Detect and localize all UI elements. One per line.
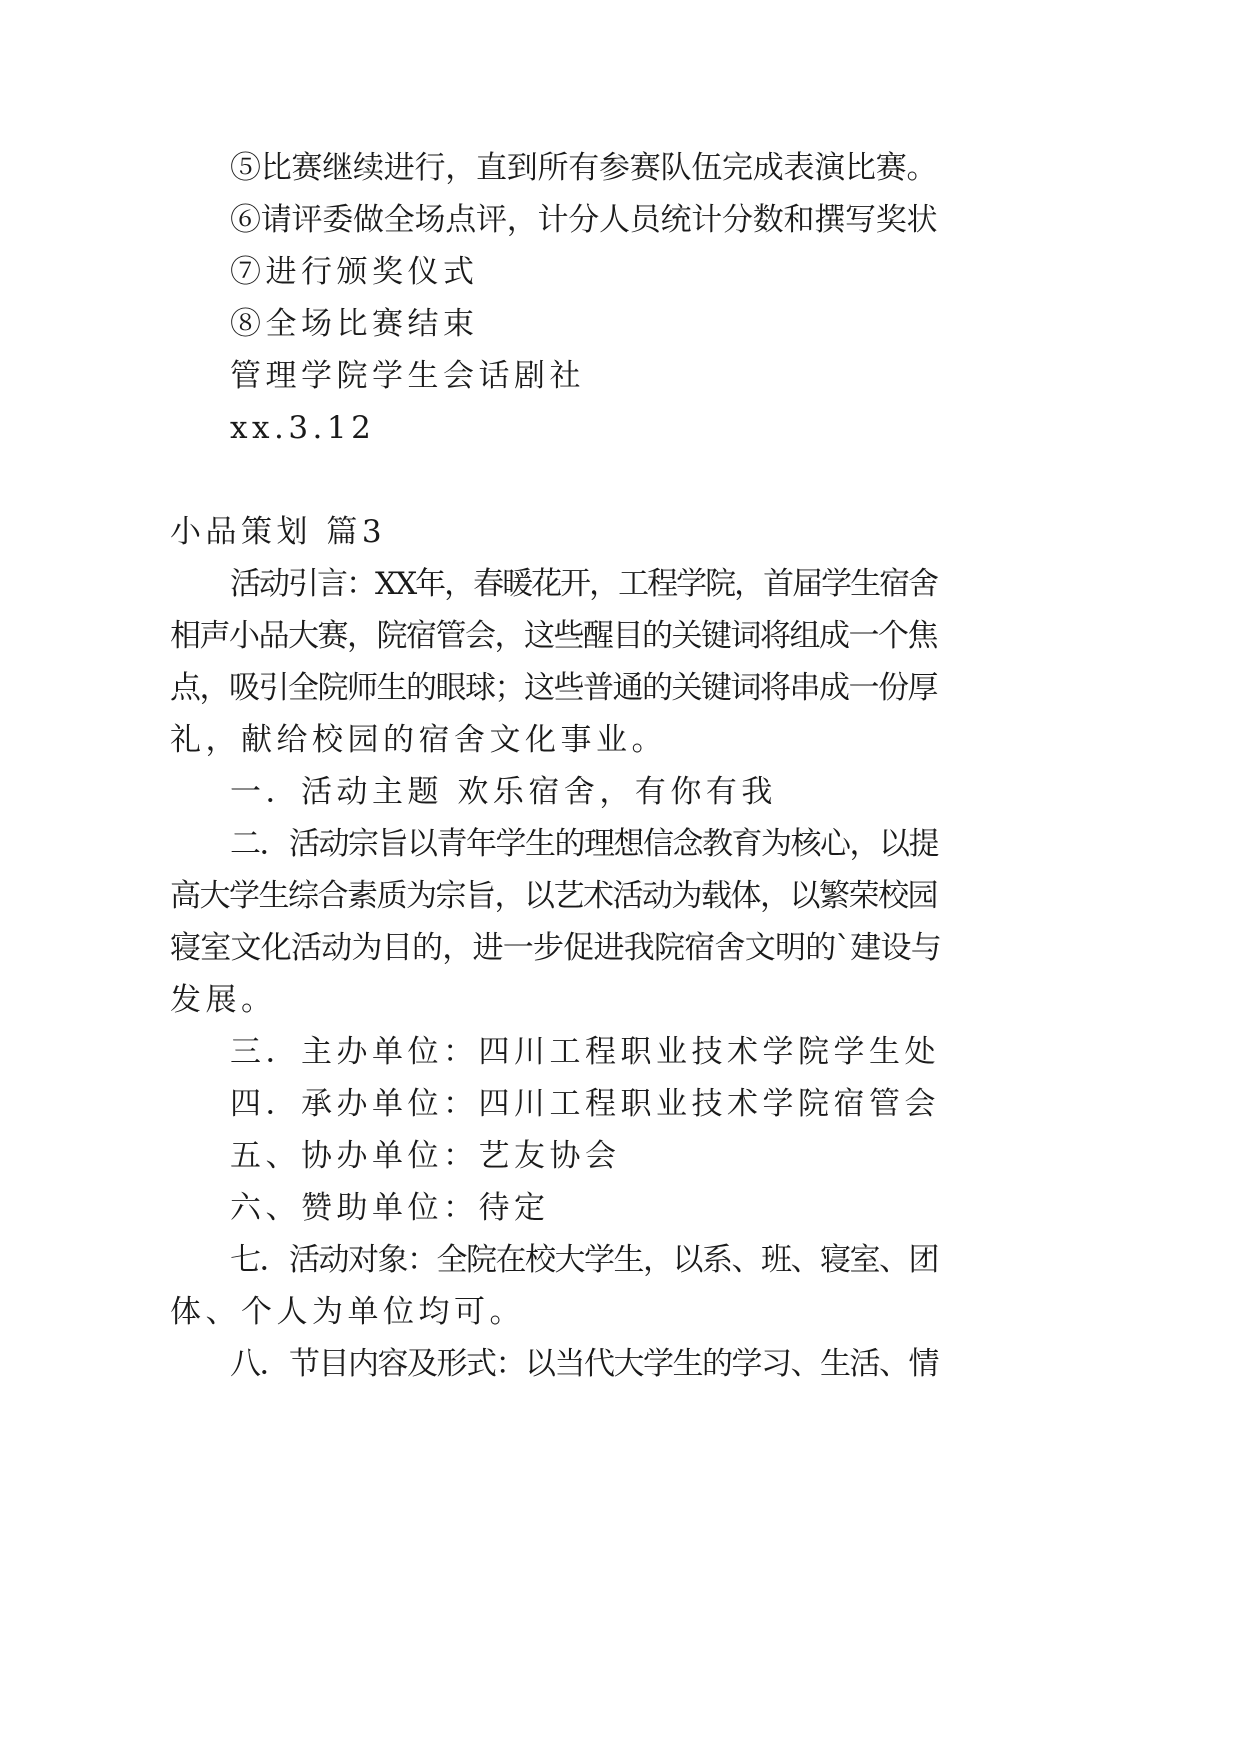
- sponsor-line: 六、赞助单位：待定: [230, 1190, 550, 1226]
- paragraph-line: 活动引言：XX年，春暖花开，工程学院，首届学生宿舍: [230, 566, 938, 602]
- paragraph-line: 八．节目内容及形式：以当代大学生的学习、生活、情: [230, 1346, 938, 1382]
- paragraph-line: 发展。: [170, 982, 277, 1018]
- paragraph-line: 二．活动宗旨以青年学生的理想信念教育为核心，以提: [230, 826, 938, 862]
- section-heading: 小品策划 篇3: [170, 514, 387, 550]
- signature-org: 管理学院学生会话剧社: [230, 358, 585, 394]
- list-item: ⑦进行颁奖仪式: [230, 254, 479, 290]
- co-organizer-line: 五、协办单位：艺友协会: [230, 1138, 621, 1174]
- paragraph-line: 相声小品大赛，院宿管会，这些醒目的关键词将组成一个焦: [170, 618, 937, 654]
- paragraph-line: 七．活动对象：全院在校大学生，以系、班、寝室、团: [230, 1242, 938, 1278]
- paragraph-line: 礼，献给校园的宿舍文化事业。: [170, 722, 667, 758]
- paragraph-line: 体、个人为单位均可。: [170, 1294, 525, 1330]
- paragraph-line: 高大学生综合素质为宗旨，以艺术活动为载体，以繁荣校园: [170, 878, 937, 914]
- activity-theme: 一．活动主题 欢乐宿舍，有你有我: [230, 774, 777, 810]
- list-item: ⑥请评委做全场点评，计分人员统计分数和撰写奖状: [230, 202, 938, 238]
- list-item: ⑧全场比赛结束: [230, 306, 479, 342]
- undertaker-line: 四．承办单位：四川工程职业技术学院宿管会: [230, 1086, 940, 1122]
- paragraph-line: 点，吸引全院师生的眼球；这些普通的关键词将串成一份厚: [170, 670, 937, 706]
- signature-date: xx.3.12: [230, 410, 376, 446]
- list-item: ⑤比赛继续进行，直到所有参赛队伍完成表演比赛。: [230, 150, 938, 186]
- organizer-line: 三．主办单位：四川工程职业技术学院学生处: [230, 1034, 940, 1070]
- paragraph-line: 寝室文化活动为目的，进一步促进我院宿舍文明的`建设与: [170, 930, 941, 966]
